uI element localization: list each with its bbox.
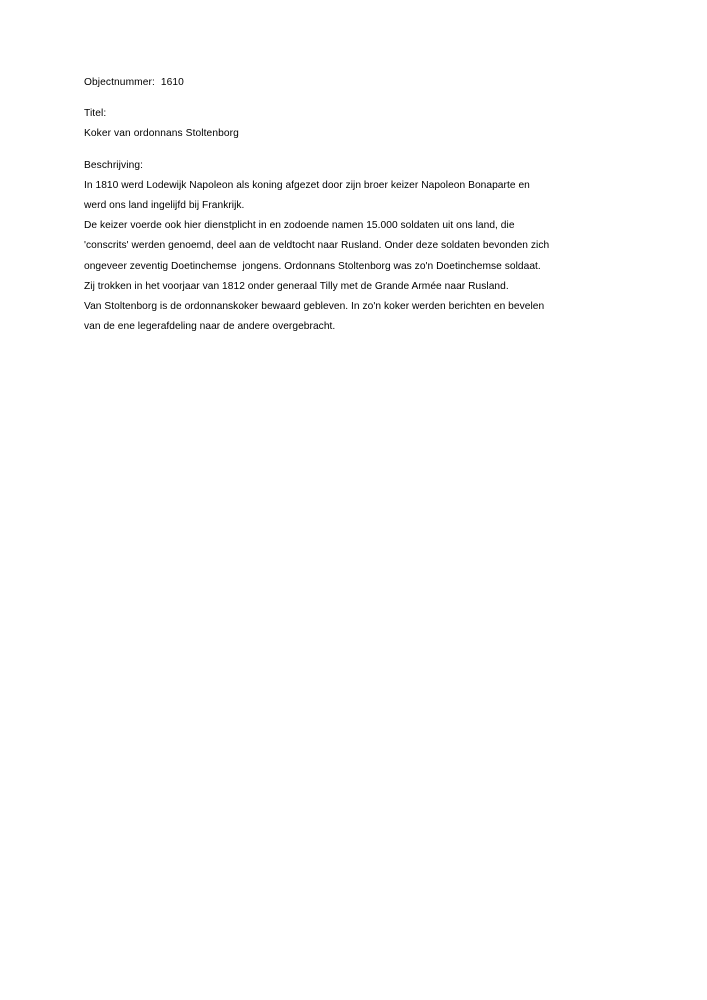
spacer-after-object-number <box>84 88 627 109</box>
description-field <box>84 161 627 333</box>
description-line: Zij trokken in het voorjaar van 1812 onder generaal Tilly met de Grande Armée naar Rusland. <box>84 280 509 292</box>
object-number-value: 1610 <box>160 77 184 88</box>
title-value: Koker van ordonnans Stoltenborg <box>84 128 239 140</box>
description-text <box>84 181 627 333</box>
object-number-field <box>84 78 627 88</box>
description-line: 'conscrits' werden genoemd, deel aan de veldtocht naar Rusland. Onder deze soldaten bevonden zich <box>84 240 550 252</box>
object-number-label: Objectnummer: <box>84 77 155 88</box>
document-body <box>84 78 627 332</box>
description-label: Beschrijving: <box>84 159 144 171</box>
title-field <box>84 109 627 139</box>
description-line: De keizer voerde ook hier dienstplicht in en zodoende namen 15.000 soldaten uit ons land, die <box>84 220 515 232</box>
description-line: werd ons land ingelijfd bij Frankrijk. <box>84 200 245 212</box>
description-line: ongeveer zeventig Doetinchemse jongens. Ordonnans Stoltenborg was zo'n Doetinchemse soldaat. <box>84 260 541 272</box>
title-label: Titel: <box>84 108 107 120</box>
description-line: In 1810 werd Lodewijk Napoleon als koning afgezet door zijn broer keizer Napoleon Bonaparte en <box>84 179 530 191</box>
spacer-after-title <box>84 140 627 161</box>
description-line: Van Stoltenborg is de ordonnanskoker bewaard gebleven. In zo'n koker werden berichten en bevelen <box>84 301 545 313</box>
description-line: van de ene legerafdeling naar de andere overgebracht. <box>84 321 336 333</box>
